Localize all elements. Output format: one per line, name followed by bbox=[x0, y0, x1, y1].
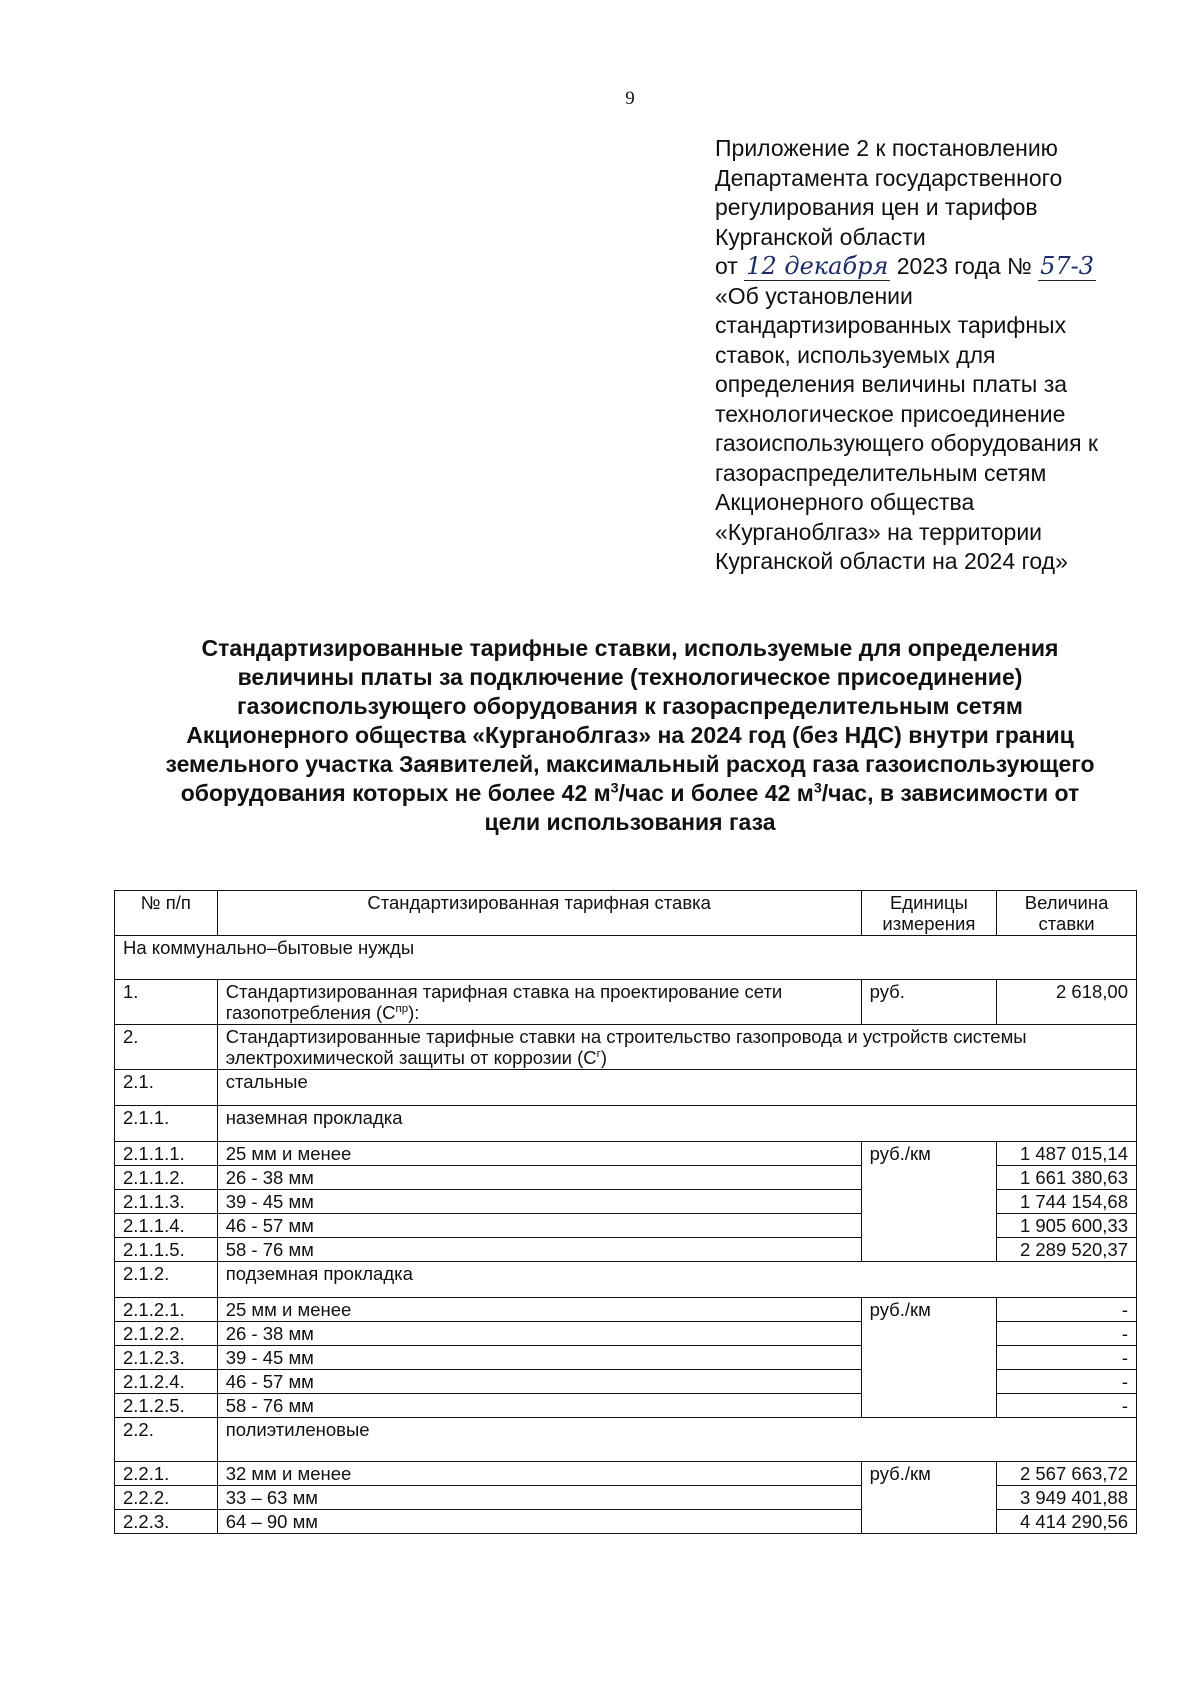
title-text: /час, в зависимости от bbox=[821, 780, 1080, 806]
page-number: 9 bbox=[625, 88, 635, 109]
title-line: земельного участка Заявителей, максимальный расход газа газоиспользующего bbox=[165, 751, 1095, 777]
row-value: 3 949 401,88 bbox=[997, 1486, 1137, 1510]
superscript: 3 bbox=[610, 780, 619, 797]
appendix-line: газораспределительным сетям bbox=[715, 459, 1047, 486]
row-value: - bbox=[997, 1346, 1137, 1370]
title-text: оборудования которых не более 42 м bbox=[180, 780, 611, 806]
row-name: 58 - 76 мм bbox=[217, 1238, 861, 1262]
appendix-line: Приложение 2 к постановлению bbox=[715, 135, 1058, 161]
row-no: 2.2.2. bbox=[115, 1486, 218, 1510]
row-unit: руб./км bbox=[861, 1298, 997, 1418]
row-no: 2.1.1.4. bbox=[115, 1214, 218, 1238]
row-name: 46 - 57 мм bbox=[217, 1214, 861, 1238]
date-prefix: от bbox=[715, 253, 738, 279]
title-line: величины платы за подключение (технологическое присоединение) bbox=[237, 664, 1023, 690]
title-line: газоиспользующего оборудования к газораспределительным сетям bbox=[237, 693, 1023, 719]
table-row bbox=[115, 1106, 1137, 1142]
title-line: Акционерного общества «Курганоблгаз» на 2024 год (без НДС) внутри границ bbox=[186, 722, 1074, 748]
rates-table bbox=[114, 890, 1137, 1534]
row-no: 2.1. bbox=[115, 1070, 218, 1106]
row-name: 26 - 38 мм bbox=[217, 1166, 861, 1190]
row-unit: руб. bbox=[861, 980, 997, 1025]
superscript: 3 bbox=[813, 780, 822, 797]
header-value: Величина ставки bbox=[997, 891, 1137, 936]
superscript: пр bbox=[395, 1002, 409, 1015]
table-row bbox=[115, 980, 1137, 1025]
superscript: г bbox=[596, 1047, 601, 1060]
row-name: 39 - 45 мм bbox=[217, 1346, 861, 1370]
handwritten-number: 57-3 bbox=[1040, 252, 1095, 280]
row-no: 2.1.1.3. bbox=[115, 1190, 218, 1214]
appendix-line: Курганской области bbox=[715, 223, 926, 250]
row-no: 2.1.2.5. bbox=[115, 1394, 218, 1418]
row-no: 2.1.1.2. bbox=[115, 1166, 218, 1190]
row-value: 1 487 015,14 bbox=[997, 1142, 1137, 1166]
row-no: 2.1.2. bbox=[115, 1262, 218, 1298]
row-no: 2.1.1.1. bbox=[115, 1142, 218, 1166]
appendix-line: «Об установлении bbox=[715, 282, 913, 309]
appendix-block bbox=[715, 134, 1155, 577]
row-value: 1 744 154,68 bbox=[997, 1190, 1137, 1214]
row-name: 39 - 45 мм bbox=[217, 1190, 861, 1214]
row-name bbox=[217, 980, 861, 1025]
row-no: 2.1.2.4. bbox=[115, 1370, 218, 1394]
row-value: - bbox=[997, 1298, 1137, 1322]
appendix-line: Акционерного общества bbox=[715, 489, 975, 515]
appendix-line: «Курганоблгаз» на территории bbox=[715, 518, 1043, 545]
section-row bbox=[115, 936, 1137, 980]
appendix-line: технологическое присоединение bbox=[715, 400, 1066, 427]
document-title bbox=[120, 634, 1140, 837]
title-line: цели использования газа bbox=[484, 809, 776, 835]
title-line: Стандартизированные тарифные ставки, используемые для определения bbox=[201, 635, 1059, 661]
row-value: 2 567 663,72 bbox=[997, 1462, 1137, 1486]
appendix-date-line bbox=[715, 252, 1155, 282]
row-name: 26 - 38 мм bbox=[217, 1322, 861, 1346]
appendix-line: Департамента государственного bbox=[715, 164, 1063, 191]
appendix-line: газоиспользующего оборудования к bbox=[715, 430, 1098, 456]
row-no: 2.1.1.5. bbox=[115, 1238, 218, 1262]
table-row bbox=[115, 1298, 1137, 1322]
row-value: - bbox=[997, 1370, 1137, 1394]
row-name: 32 мм и менее bbox=[217, 1462, 861, 1486]
row-value: 1 905 600,33 bbox=[997, 1214, 1137, 1238]
appendix-line: регулирования цен и тарифов bbox=[715, 194, 1038, 220]
section-label: На коммунально–бытовые нужды bbox=[115, 936, 1137, 980]
appendix-line: ставок, используемых для bbox=[715, 341, 996, 368]
header-name: Стандартизированная тарифная ставка bbox=[217, 891, 861, 936]
row-no: 2.1.1. bbox=[115, 1106, 218, 1142]
appendix-line: стандартизированных тарифных bbox=[715, 312, 1067, 338]
row-name: 46 - 57 мм bbox=[217, 1370, 861, 1394]
table-row bbox=[115, 1462, 1137, 1486]
row-name: подземная прокладка bbox=[217, 1262, 1136, 1298]
row-value: 2 618,00 bbox=[997, 980, 1137, 1025]
row-value: 2 289 520,37 bbox=[997, 1238, 1137, 1262]
row-no: 2.1.2.3. bbox=[115, 1346, 218, 1370]
row-value: 4 414 290,56 bbox=[997, 1510, 1137, 1534]
row-name: 58 - 76 мм bbox=[217, 1394, 861, 1418]
row-name: 33 – 63 мм bbox=[217, 1486, 861, 1510]
row-value: - bbox=[997, 1394, 1137, 1418]
row-name: стальные bbox=[217, 1070, 1136, 1106]
row-no: 1. bbox=[115, 980, 218, 1025]
row-name: наземная прокладка bbox=[217, 1106, 1136, 1142]
row-name: 64 – 90 мм bbox=[217, 1510, 861, 1534]
table-row bbox=[115, 1070, 1137, 1106]
year-text: 2023 года № bbox=[896, 253, 1032, 279]
row-value: - bbox=[997, 1322, 1137, 1346]
row-name-tail: ) bbox=[600, 1047, 608, 1068]
row-no: 2.1.2.2. bbox=[115, 1322, 218, 1346]
row-no: 2. bbox=[115, 1025, 218, 1070]
row-name: 25 мм и менее bbox=[217, 1298, 861, 1322]
row-unit: руб./км bbox=[861, 1142, 997, 1262]
row-value: 1 661 380,63 bbox=[997, 1166, 1137, 1190]
table-row bbox=[115, 1025, 1137, 1070]
table-row bbox=[115, 1142, 1137, 1166]
row-name-text: Стандартизированная тарифная ставка на проектирование сети газопотребления (С bbox=[225, 981, 783, 1023]
header-unit: Единицы измерения bbox=[861, 891, 997, 936]
row-no: 2.2.3. bbox=[115, 1510, 218, 1534]
table-row bbox=[115, 1418, 1137, 1462]
appendix-line: определения величины платы за bbox=[715, 371, 1068, 397]
header-no: № п/п bbox=[115, 891, 218, 936]
handwritten-date: 12 декабря bbox=[746, 252, 889, 280]
table-row bbox=[115, 1262, 1137, 1298]
row-no: 2.2. bbox=[115, 1418, 218, 1462]
row-name: 25 мм и менее bbox=[217, 1142, 861, 1166]
row-name: полиэтиленовые bbox=[217, 1418, 1136, 1462]
row-no: 2.2.1. bbox=[115, 1462, 218, 1486]
appendix-line: Курганской области на 2024 год» bbox=[715, 548, 1068, 574]
row-name-tail: ): bbox=[408, 1002, 420, 1023]
row-unit: руб./км bbox=[861, 1462, 997, 1534]
row-name bbox=[217, 1025, 1136, 1070]
row-no: 2.1.2.1. bbox=[115, 1298, 218, 1322]
table-header-row bbox=[115, 891, 1137, 936]
title-line bbox=[120, 779, 1140, 808]
row-name-text: Стандартизированные тарифные ставки на строительство газопровода и устройств системы электрохимической защиты от коррозии (С bbox=[225, 1026, 1027, 1068]
title-text: /час и более 42 м bbox=[618, 780, 814, 806]
